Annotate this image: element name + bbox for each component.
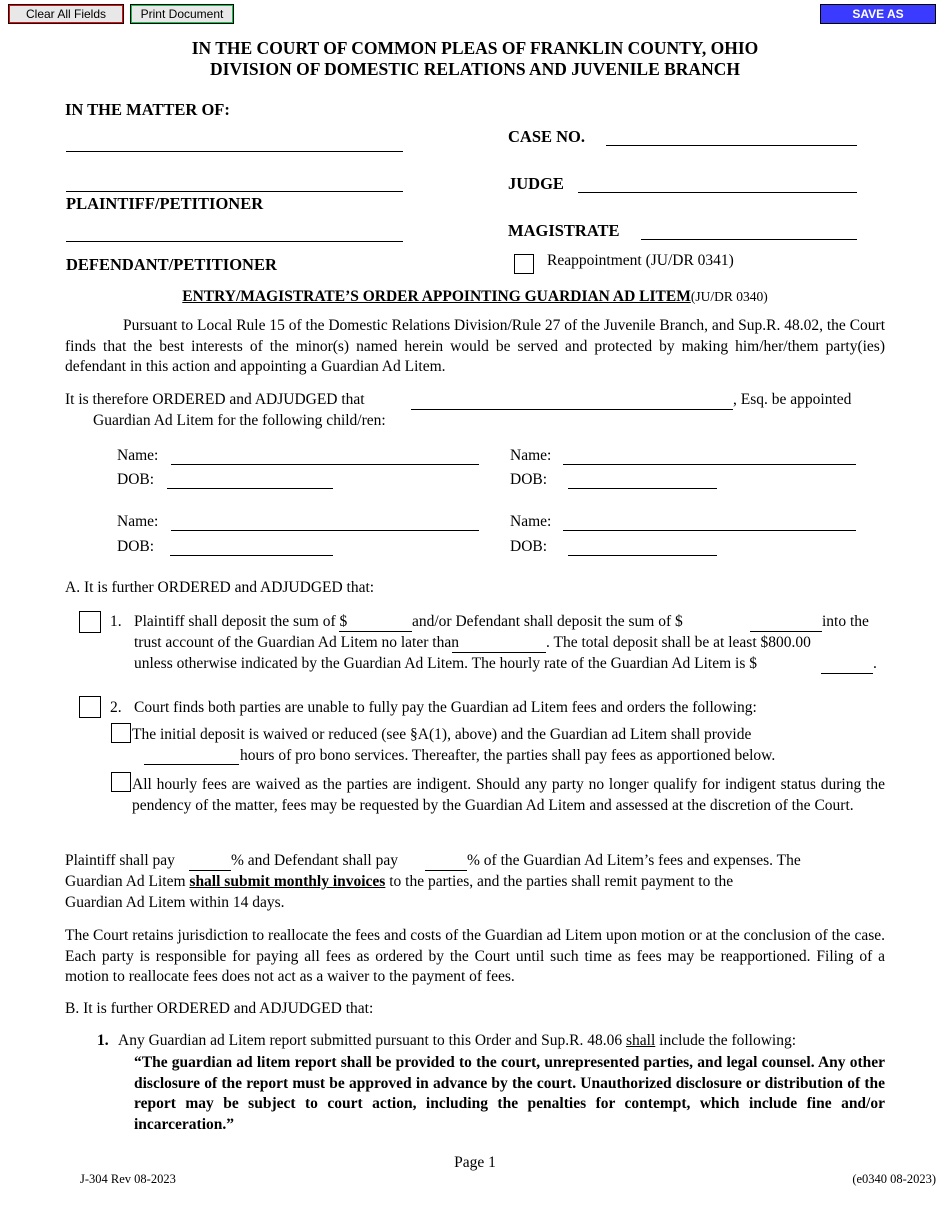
section-a-item1-number: 1.: [110, 613, 122, 630]
section-a-item2-sub1-checkbox[interactable]: [111, 723, 131, 743]
section-b-item1-text: [118, 1032, 796, 1050]
footer-revision-code: (e0340 08-2023): [852, 1172, 936, 1186]
section-a-item2-checkbox[interactable]: [79, 696, 101, 718]
section-a-item1-checkbox[interactable]: [79, 611, 101, 633]
child3-dob-label: DOB:: [117, 538, 155, 555]
defendant-label: DEFENDANT/PETITIONER: [66, 255, 277, 274]
section-b-item1-text-a: Any Guardian ad Litem report submitted pursuant to this Order and Sup.R. 48.06: [118, 1032, 626, 1049]
page-number: Page 1: [454, 1154, 496, 1171]
section-a-item2-sub2-checkbox[interactable]: [111, 772, 131, 792]
payment-line2-c: to the parties, and the parties shall remit payment to the: [385, 873, 734, 890]
print-document-button[interactable]: [130, 4, 234, 24]
section-a-heading: A. It is further ORDERED and ADJUDGED that:: [65, 579, 375, 596]
section-a-item1-text-part2: and/or Defendant shall deposit the sum of $: [412, 613, 683, 630]
section-b-heading: B. It is further ORDERED and ADJUDGED that:: [65, 1000, 374, 1017]
judge-field[interactable]: [578, 192, 857, 193]
reappointment-label: Reappointment (JU/DR 0341): [547, 252, 734, 269]
court-heading: [0, 38, 950, 80]
child1-name-label: Name:: [117, 447, 159, 464]
save-as-button[interactable]: SAVE AS: [820, 4, 936, 24]
clear-all-fields-label: Clear All Fields: [10, 6, 122, 22]
section-a-item2-sub1-line2: hours of pro bono services. Thereafter, the parties shall pay fees as apportioned below.: [240, 747, 776, 764]
plaintiff-label: PLAINTIFF/PETITIONER: [66, 194, 264, 213]
payment-line2-a: Guardian Ad Litem: [65, 873, 190, 890]
defendant-percent-field[interactable]: [425, 870, 467, 871]
child1-dob-field[interactable]: [167, 488, 333, 489]
section-b-item1-number: 1.: [97, 1032, 109, 1049]
section-a-item1-text-part3: into the: [822, 613, 869, 630]
section-a-item1-line3a: unless otherwise indicated by the Guardian Ad Litem. The hourly rate of the Guardian Ad Litem is $: [134, 655, 758, 672]
section-b-item1-text-b: include the following:: [655, 1032, 797, 1049]
child3-name-label: Name:: [117, 513, 159, 530]
section-a-item2-sub2-text: All hourly fees are waived as the parties are indigent. Should any party no longer qualify for indigent status during the pendency of the matter, fees may be requested by the Guardian Ad Litem and assessed at the discretion of the Court.: [132, 776, 885, 814]
payment-line2: [65, 873, 733, 891]
section-a-item1-line2b: . The total deposit shall be at least $800.00: [546, 634, 811, 651]
section-a-item2-text: Court finds both parties are unable to fully pay the Guardian ad Litem fees and orders the following:: [134, 699, 757, 716]
section-a-item1-line3b: .: [873, 655, 877, 672]
entry-title-code: (JU/DR 0340): [690, 289, 768, 304]
case-no-label: CASE NO.: [508, 127, 586, 146]
party3-field[interactable]: [66, 241, 403, 242]
ordered-line2-text: Guardian Ad Litem for the following child/ren:: [93, 412, 386, 429]
deposit-date-field[interactable]: [452, 652, 546, 653]
payment-line2-emphasis: shall submit monthly invoices: [189, 873, 386, 890]
child4-name-label: Name:: [510, 513, 552, 530]
plaintiff-percent-field[interactable]: [189, 870, 231, 871]
court-heading-line2: DIVISION OF DOMESTIC RELATIONS AND JUVENILE BRANCH: [210, 59, 740, 79]
case-no-field[interactable]: [606, 145, 857, 146]
clear-all-fields-button[interactable]: [8, 4, 124, 24]
entry-title-text: ENTRY/MAGISTRATE’S ORDER APPOINTING GUARDIAN AD LITEM: [182, 288, 691, 305]
child4-name-field[interactable]: [563, 530, 856, 531]
gal-name-field[interactable]: [411, 409, 733, 410]
party2-field[interactable]: [66, 191, 403, 192]
section-b-quote: “The guardian ad litem report shall be provided to the court, unrepresented parties, and legal counsel. Any other disclosure of the report must be approved in advance by the court. Unauthorized disclosure or distribution of the report may be subject to court action, including the penalties for contempt, which include fine and/or incarceration.”: [134, 1054, 885, 1133]
child2-dob-field[interactable]: [568, 488, 717, 489]
print-document-label: Print Document: [132, 6, 232, 22]
judge-label: JUDGE: [508, 174, 564, 193]
ordered-lead-text: It is therefore ORDERED and ADJUDGED that: [65, 391, 365, 408]
section-b-item1-shall: shall: [625, 1032, 656, 1049]
party1-field[interactable]: [66, 151, 403, 152]
child1-name-field[interactable]: [171, 464, 479, 465]
section-a-item1-text-part1: Plaintiff shall deposit the sum of $: [134, 613, 348, 630]
payment-line-part1: Plaintiff shall pay: [65, 852, 175, 869]
entry-title: [0, 288, 950, 306]
toolbar: [0, 4, 950, 26]
section-a-item1-line2a: trust account of the Guardian Ad Litem no later than: [134, 634, 459, 651]
deposit1-field[interactable]: [339, 631, 412, 632]
retain-jurisdiction-paragraph: The Court retains jurisdiction to reallocate the fees and costs of the Guardian ad Litem upon motion or at the conclusion of the case. Each party is responsible for paying all fees as ordered by the Court until such time as fees may be reapportioned. Filing of a motion to reallocate fees does not act as a waiver to the payment of fees.: [65, 927, 885, 985]
child2-name-field[interactable]: [563, 464, 856, 465]
reappointment-checkbox[interactable]: [514, 254, 534, 274]
section-a-item2-sub1-line1: The initial deposit is waived or reduced (see §A(1), above) and the Guardian ad Litem shall provide: [132, 726, 752, 743]
child2-dob-label: DOB:: [510, 471, 548, 488]
payment-line-part3: % of the Guardian Ad Litem’s fees and expenses. The: [467, 852, 801, 869]
child4-dob-field[interactable]: [568, 555, 717, 556]
pro-bono-hours-field[interactable]: [144, 764, 239, 765]
preamble-paragraph: Pursuant to Local Rule 15 of the Domestic Relations Division/Rule 27 of the Juvenile Branch, and Sup.R. 48.02, the Court finds that the best interests of the minor(s) named herein would be served and protected by making him/her/them party(ies) defendant in this action and appointing a Guardian Ad Litem.: [65, 317, 885, 375]
magistrate-label: MAGISTRATE: [508, 221, 620, 240]
deposit2-field[interactable]: [750, 631, 822, 632]
footer-form-code: J-304 Rev 08-2023: [80, 1172, 176, 1186]
child1-dob-label: DOB:: [117, 471, 155, 488]
child2-name-label: Name:: [510, 447, 552, 464]
section-a-item2-number: 2.: [110, 699, 122, 716]
in-the-matter-of-label: IN THE MATTER OF:: [65, 100, 230, 119]
child3-name-field[interactable]: [171, 530, 479, 531]
magistrate-field[interactable]: [641, 239, 857, 240]
court-heading-line1: IN THE COURT OF COMMON PLEAS OF FRANKLIN COUNTY, OHIO: [191, 38, 759, 58]
child4-dob-label: DOB:: [510, 538, 548, 555]
hourly-rate-field[interactable]: [821, 673, 873, 674]
payment-line3: Guardian Ad Litem within 14 days.: [65, 894, 285, 911]
child3-dob-field[interactable]: [170, 555, 333, 556]
payment-line-part2: % and Defendant shall pay: [231, 852, 398, 869]
ordered-tail-text: , Esq. be appointed: [733, 391, 852, 408]
